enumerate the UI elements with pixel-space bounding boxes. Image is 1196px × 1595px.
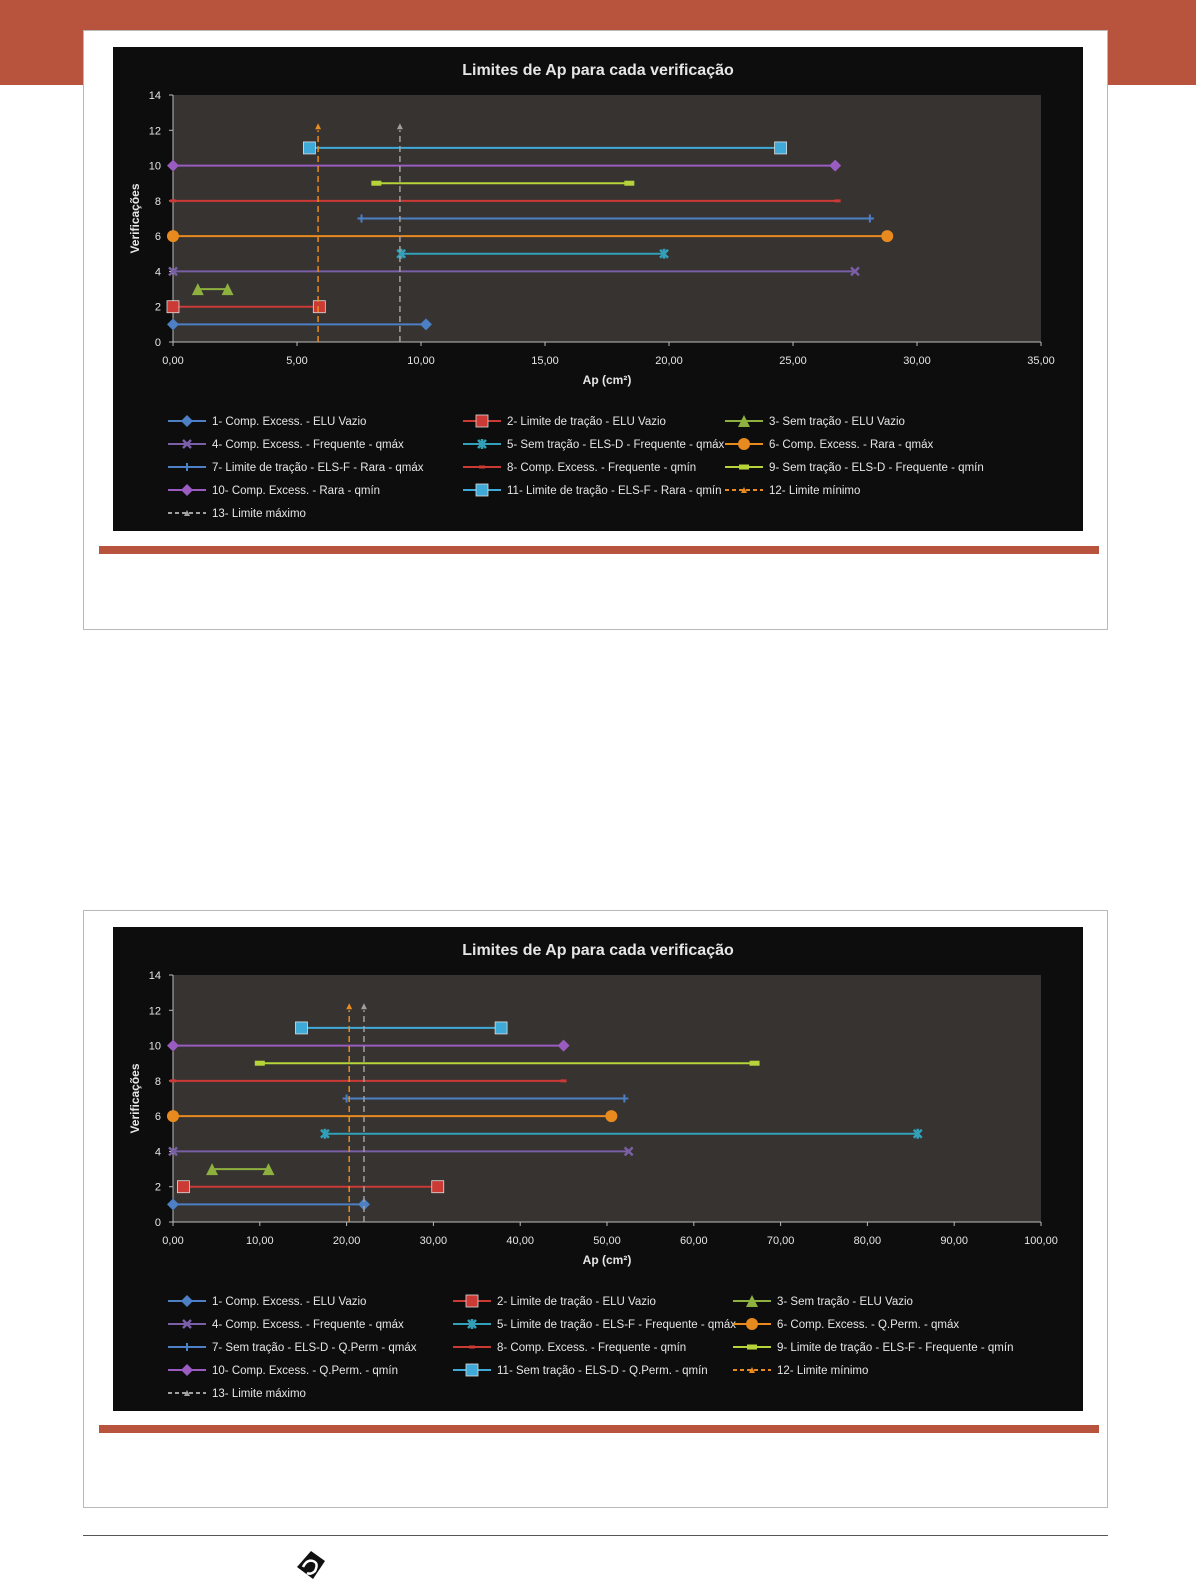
legend-label: 12- Limite mínimo	[777, 1365, 869, 1377]
series-9-point	[750, 1061, 760, 1066]
legend-item	[725, 415, 905, 428]
y-tick-label: 10	[148, 1040, 161, 1053]
x-tick-label: 0,00	[162, 355, 184, 367]
legend-item	[463, 415, 666, 428]
legend-label: 4- Comp. Excess. - Frequente - qmáx	[212, 439, 404, 451]
legend-swatch-marker	[183, 463, 191, 471]
series-9-point	[371, 181, 381, 186]
x-tick-label: 50,00	[593, 1235, 621, 1247]
legend-label: 12- Limite mínimo	[769, 485, 861, 497]
series-8-point	[561, 1079, 567, 1082]
legend-item	[453, 1364, 708, 1377]
y-axis-label: Verificações	[128, 183, 142, 254]
legend-swatch-marker	[747, 1345, 757, 1350]
legend-swatch-marker	[739, 465, 749, 470]
chart-2-svg	[113, 927, 1083, 1411]
legend	[168, 415, 984, 520]
legend-item	[168, 484, 380, 497]
x-tick-label: 0,00	[162, 1235, 184, 1247]
legend-swatch-marker	[738, 438, 750, 450]
y-tick-label: 12	[148, 125, 161, 138]
legend-swatch-marker	[476, 484, 488, 496]
legend-item	[168, 415, 366, 428]
legend-swatch-marker	[183, 1343, 191, 1351]
series-8-point	[170, 1079, 176, 1082]
x-tick-label: 10,00	[246, 1235, 274, 1247]
figure-panel-1	[83, 30, 1108, 630]
series-6-point	[881, 230, 893, 242]
legend-label: 2- Limite de tração - ELU Vazio	[507, 416, 666, 428]
y-tick-label: 2	[154, 301, 161, 314]
series-11-point	[295, 1022, 307, 1034]
x-tick-label: 70,00	[766, 1235, 795, 1247]
legend-item	[168, 1342, 417, 1354]
legend-swatch-marker	[469, 1346, 475, 1349]
legend-item	[725, 485, 860, 497]
chart-1	[113, 47, 1083, 531]
legend-label: 1- Comp. Excess. - ELU Vazio	[212, 1296, 367, 1308]
legend-label: 10- Comp. Excess. - Rara - qmín	[212, 485, 381, 497]
x-tick-label: 25,00	[779, 355, 807, 367]
x-tick-label: 40,00	[506, 1235, 534, 1247]
legend-label: 7- Sem tração - ELS-D - Q.Perm - qmáx	[212, 1342, 417, 1354]
legend-label: 10- Comp. Excess. - Q.Perm. - qmín	[212, 1365, 398, 1377]
x-tick-label: 15,00	[531, 355, 559, 367]
footer-rule	[83, 1535, 1108, 1536]
y-tick-label: 8	[154, 1075, 161, 1088]
legend-label: 4- Comp. Excess. - Frequente - qmáx	[212, 1319, 404, 1331]
x-axis-label: Ap (cm²)	[582, 373, 632, 387]
y-tick-label: 0	[154, 1217, 161, 1229]
chart-1-svg	[113, 47, 1083, 531]
series-9-point	[255, 1061, 265, 1066]
legend-label: 9- Limite de tração - ELS-F - Frequente - qmín	[777, 1342, 1014, 1354]
y-tick-label: 14	[148, 970, 161, 982]
x-axis-label: Ap (cm²)	[582, 1253, 632, 1267]
x-tick-label: 100,00	[1024, 1235, 1058, 1247]
legend-label: 5- Limite de tração - ELS-F - Frequente - qmáx	[497, 1319, 737, 1331]
legend-item	[168, 1319, 404, 1331]
legend-swatch-marker	[466, 1364, 478, 1376]
legend-label: 8- Comp. Excess. - Frequente - qmín	[497, 1342, 687, 1354]
y-tick-label: 14	[148, 90, 161, 102]
legend-item	[725, 462, 984, 474]
legend-item	[725, 438, 933, 451]
legend-label: 9- Sem tração - ELS-D - Frequente - qmín	[769, 462, 984, 474]
legend-item	[168, 1295, 366, 1308]
series-6-point	[167, 1110, 179, 1122]
caption-rule-1	[99, 546, 1099, 554]
x-tick-label: 10,00	[407, 355, 435, 367]
y-tick-label: 6	[154, 1111, 161, 1124]
series-6-point	[605, 1110, 617, 1122]
legend-item	[463, 462, 696, 474]
legend-label: 6- Comp. Excess. - Q.Perm. - qmáx	[777, 1319, 960, 1331]
series-2-point	[167, 301, 179, 313]
x-tick-label: 60,00	[680, 1235, 708, 1247]
legend-label: 3- Sem tração - ELU Vazio	[777, 1296, 913, 1308]
legend-swatch-marker	[476, 415, 488, 427]
x-tick-label: 35,00	[1027, 355, 1055, 367]
series-9-point	[624, 181, 634, 186]
legend-label: 1- Comp. Excess. - ELU Vazio	[212, 416, 367, 428]
legend	[168, 1295, 1013, 1400]
legend-item	[168, 508, 306, 520]
series-8-point	[170, 199, 176, 202]
legend-label: 13- Limite máximo	[212, 1388, 306, 1400]
series-11-point	[495, 1022, 507, 1034]
y-tick-label: 6	[154, 231, 161, 244]
series-6-point	[167, 230, 179, 242]
legend-label: 6- Comp. Excess. - Rara - qmáx	[769, 439, 934, 451]
legend-item	[453, 1295, 656, 1308]
legend-item	[463, 484, 722, 497]
caption-rule-2	[99, 1425, 1099, 1433]
chart-2	[113, 927, 1083, 1411]
legend-label: 13- Limite máximo	[212, 508, 306, 520]
legend-item	[453, 1342, 686, 1354]
series-2-point	[177, 1181, 189, 1193]
legend-item	[463, 439, 725, 451]
legend-label: 8- Comp. Excess. - Frequente - qmín	[507, 462, 697, 474]
legend-item	[733, 1318, 959, 1331]
series-2-point	[432, 1181, 444, 1193]
y-tick-label: 0	[154, 337, 161, 349]
legend-item	[168, 439, 404, 451]
legend-swatch-marker	[746, 1318, 758, 1330]
figure-panel-2	[83, 910, 1108, 1508]
x-tick-label: 30,00	[903, 355, 931, 367]
x-tick-label: 90,00	[940, 1235, 968, 1247]
y-tick-label: 2	[154, 1181, 161, 1194]
series-11-point	[775, 142, 787, 154]
chart-title: Limites de Ap para cada verificação	[462, 62, 734, 79]
series-8-point	[835, 199, 841, 202]
legend-swatch-marker	[181, 484, 193, 496]
legend-item	[733, 1295, 913, 1308]
x-tick-label: 20,00	[332, 1235, 361, 1247]
x-tick-label: 80,00	[853, 1235, 882, 1247]
legend-label: 11- Limite de tração - ELS-F - Rara - qmín	[507, 485, 722, 497]
series-2-point	[313, 301, 325, 313]
legend-item	[168, 462, 424, 474]
series-11-point	[303, 142, 315, 154]
legend-item	[453, 1319, 736, 1331]
legend-swatch-marker	[479, 466, 485, 469]
legend-swatch-marker	[181, 415, 193, 427]
legend-label: 7- Limite de tração - ELS-F - Rara - qmáx	[212, 462, 424, 474]
legend-swatch-marker	[181, 1364, 193, 1376]
x-tick-label: 5,00	[286, 355, 308, 367]
legend-item	[733, 1342, 1013, 1354]
x-tick-label: 20,00	[655, 355, 683, 367]
legend-item	[733, 1365, 868, 1377]
legend-swatch-marker	[181, 1295, 193, 1307]
y-tick-label: 4	[154, 1146, 161, 1159]
x-tick-label: 30,00	[419, 1235, 448, 1247]
legend-item	[168, 1388, 306, 1400]
legend-item	[168, 1364, 398, 1377]
y-tick-label: 12	[148, 1005, 161, 1018]
y-tick-label: 10	[148, 160, 161, 173]
legend-label: 5- Sem tração - ELS-D - Frequente - qmáx	[507, 439, 725, 451]
legend-label: 2- Limite de tração - ELU Vazio	[497, 1296, 656, 1308]
y-axis-label: Verificações	[128, 1063, 142, 1134]
legend-label: 3- Sem tração - ELU Vazio	[769, 416, 905, 428]
y-tick-label: 8	[154, 195, 161, 208]
legend-swatch-marker	[466, 1295, 478, 1307]
chart-title: Limites de Ap para cada verificação	[462, 942, 734, 959]
legend-label: 11- Sem tração - ELS-D - Q.Perm. - qmín	[497, 1365, 708, 1377]
publisher-logo-icon	[293, 1545, 329, 1585]
y-tick-label: 4	[154, 266, 161, 279]
